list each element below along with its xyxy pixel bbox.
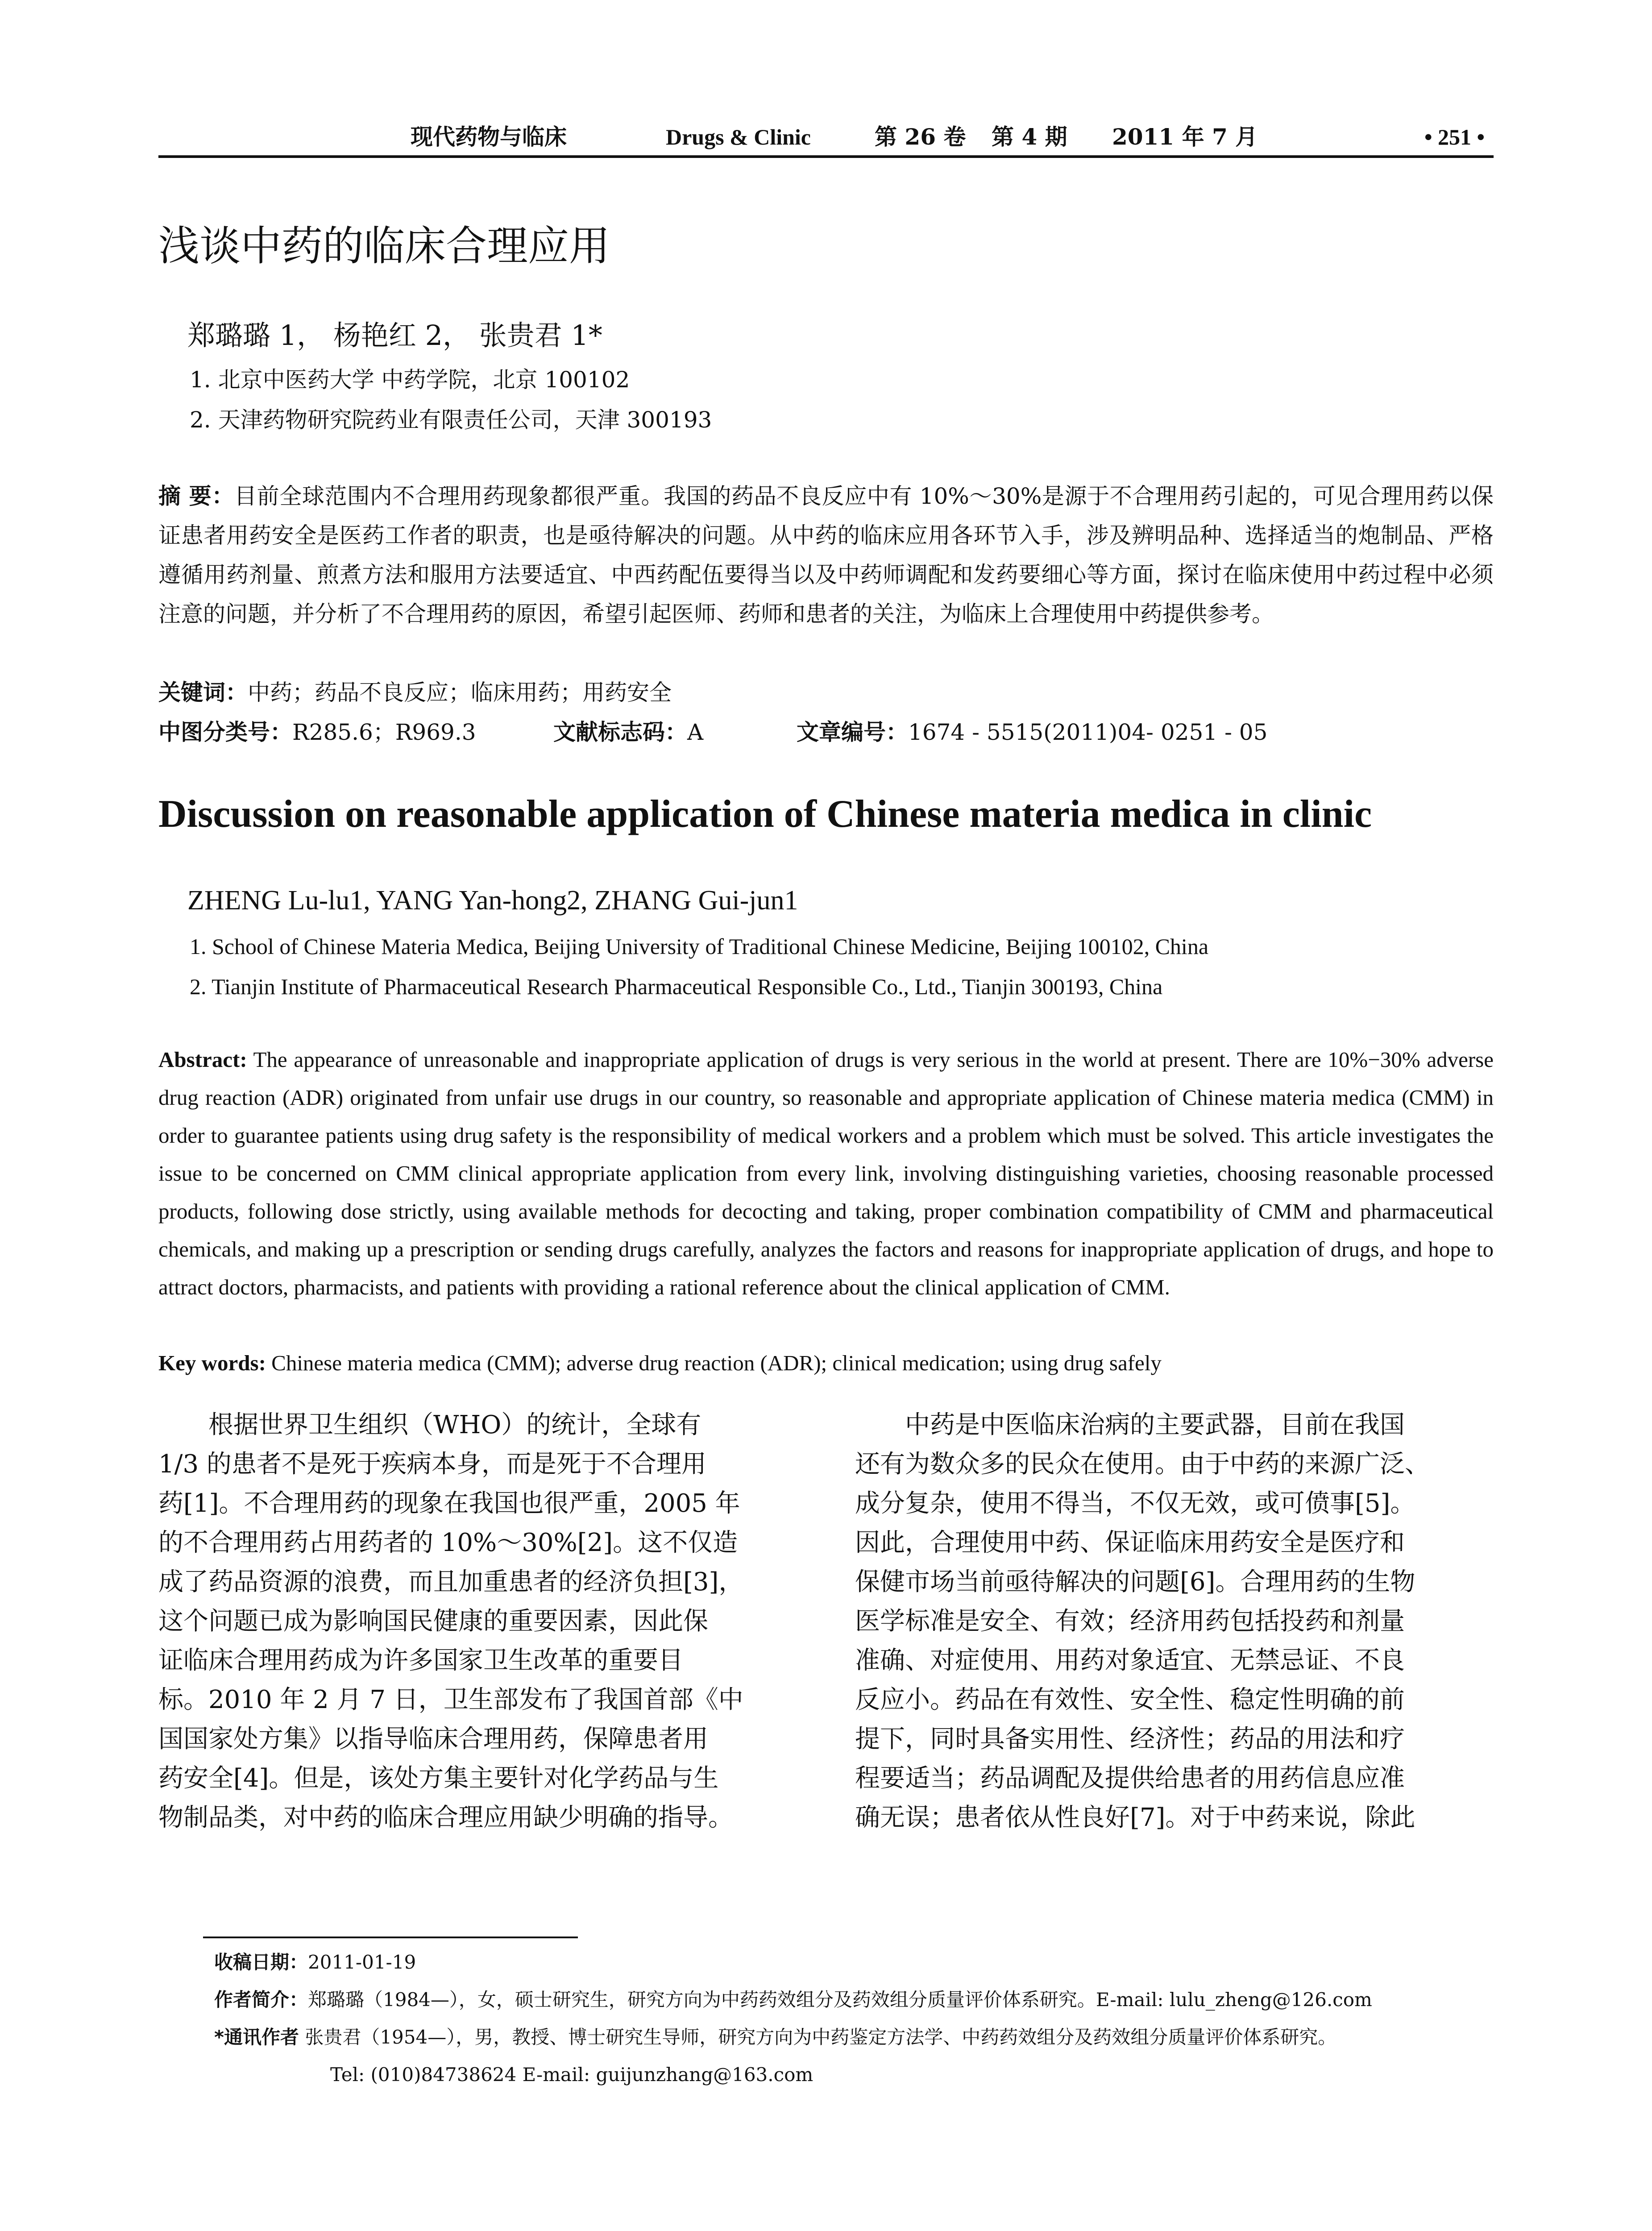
body-column-left [158, 1406, 804, 1837]
volume: 第 26 卷 [875, 124, 966, 150]
body-line: 证临床合理用药成为许多国家卫生改革的重要目 [158, 1646, 683, 1675]
footnote-rule [203, 1937, 578, 1938]
article-id-value: 1674 - 5515(2011)04- 0251 - 05 [908, 719, 1268, 745]
abstract-cn [158, 477, 1494, 634]
document-code [553, 713, 703, 752]
body-line: 根据世界卫生组织（WHO）的统计，全球有 [208, 1410, 701, 1439]
corr-label: *通讯作者 [214, 2026, 299, 2048]
abstract-en [158, 1041, 1494, 1306]
journal-name-cn: 现代药物与临床 [411, 124, 567, 150]
clc-value: R285.6；R969.3 [292, 719, 476, 745]
bio-label: 作者简介： [214, 1989, 308, 2011]
footnote-received [214, 1949, 416, 1976]
clc-label: 中图分类号： [158, 719, 292, 745]
affiliation-cn-1: 1. 北京中医药大学 中药学院，北京 100102 [190, 367, 630, 393]
body-line: 物制品类，对中药的临床合理应用缺少明确的指导。 [158, 1803, 733, 1832]
body-line: 保健市场当前亟待解决的问题[6]。合理用药的生物 [855, 1568, 1415, 1597]
header-rule [158, 155, 1494, 158]
body-line: 反应小。药品在有效性、安全性、稳定性明确的前 [855, 1685, 1405, 1714]
body-line: 中药是中医临床治病的主要武器，目前在我国 [905, 1410, 1405, 1439]
abstract-en-label: Abstract: [158, 1047, 247, 1072]
body-line: 成分复杂，使用不得当，不仅无效，或可偾事[5]。 [855, 1489, 1415, 1518]
keywords-en [158, 1344, 1494, 1382]
body-line: 这个问题已成为影响国民健康的重要因素，因此保 [158, 1607, 708, 1636]
body-line: 1/3 的患者不是死于疾病本身，而是死于不合理用 [158, 1450, 706, 1479]
keywords-cn [158, 673, 1494, 712]
body-line: 标。2010 年 2 月 7 日，卫生部发布了我国首部《中 [158, 1685, 743, 1714]
issue-date: 2011 年 7 月 [1112, 124, 1258, 150]
doc-label: 文献标志码： [553, 719, 687, 745]
body-line: 还有为数众多的民众在使用。由于中药的来源广泛、 [855, 1450, 1430, 1479]
article-id [797, 713, 1267, 752]
abstract-cn-label: 摘 要： [158, 483, 234, 509]
body-line: 成了药品资源的浪费，而且加重患者的经济负担[3]， [158, 1568, 744, 1597]
footnote-author-bio [214, 1986, 1372, 2013]
body-line: 准确、对症使用、用药对象适宜、无禁忌证、不良 [855, 1646, 1405, 1675]
abstract-en-text: The appearance of unreasonable and inappropriate application of drugs is very serious in the world at present. There are 10%−30% adverse drug reaction (ADR) originated from unfair use drugs in our country, so reasonable and appropriate application of Chinese materia medica (CMM) in order to guarantee patients using drug safety is the responsibility of medical workers and a problem which must be solved. This article investigates the issue to be concerned on CMM clinical appropriate application from every link, involving distinguishing varieties, choosing reasonable processed products, following dose strictly, using available methods for decocting and taking, proper combination compatibility of CMM and pharmaceutical chemicals, and making up a prescription or sending drugs carefully, analyzes the factors and reasons for inappropriate application of drugs, and hope to attract doctors, pharmacists, and patients with providing a rational reference about the clinical application of CMM. [158, 1047, 1494, 1299]
title-cn: 浅谈中药的临床合理应用 [158, 222, 610, 270]
body-line: 确无误；患者依从性良好[7]。对于中药来说，除此 [855, 1803, 1415, 1832]
corr-text: 张贵君（1954—），男，教授、博士研究生导师，研究方向为中药鉴定方法学、中药药效组分及药效组分质量评价体系研究。 [305, 2026, 1337, 2048]
keywords-en-label: Key words: [158, 1351, 266, 1375]
keywords-cn-text: 中药；药品不良反应；临床用药；用药安全 [248, 680, 672, 705]
keywords-cn-label: 关键词： [158, 680, 248, 705]
affiliation-cn-2: 2. 天津药物研究院药业有限责任公司，天津 300193 [190, 407, 712, 433]
authors-cn-text: 郑璐璐 1， 杨艳红 2， 张贵君 1* [187, 319, 602, 352]
keywords-en-text: Chinese materia medica (CMM); adverse drug reaction (ADR); clinical medication; using drug safely [271, 1351, 1162, 1375]
body-line: 因此，合理使用中药、保证临床用药安全是医疗和 [855, 1528, 1405, 1557]
body-line: 的不合理用药占用药者的 10%～30%[2]。这不仅造 [158, 1528, 738, 1557]
journal-name-en: Drugs & Clinic [666, 124, 811, 149]
body-line: 国国家处方集》以指导临床合理用药，保障患者用 [158, 1725, 708, 1754]
authors-cn [187, 318, 602, 353]
body-column-right [855, 1406, 1500, 1837]
body-line: 药安全[4]。但是，该处方集主要针对化学药品与生 [158, 1764, 719, 1793]
page-number: • 251 • [1424, 124, 1485, 149]
footnote-contact: Tel: (010)84738624 E-mail: guijunzhang@163.com [330, 2064, 814, 2086]
body-line: 程要适当；药品调配及提供给患者的用药信息应准 [855, 1764, 1405, 1793]
title-en: Discussion on reasonable application of Chinese materia medica in clinic [158, 792, 1372, 836]
bio-text: 郑璐璐（1984—），女，硕士研究生，研究方向为中药药效组分及药效组分质量评价体系研究。E-mail: lulu_zheng@126.com [308, 1989, 1372, 2011]
body-line: 药[1]。不合理用药的现象在我国也很严重，2005 年 [158, 1489, 740, 1518]
body-line: 提下，同时具备实用性、经济性；药品的用法和疗 [855, 1725, 1405, 1754]
affiliation-en-1: 1. School of Chinese Materia Medica, Beijing University of Traditional Chinese Medicine, Beijing 100102, China [190, 934, 1209, 959]
received-date: 2011-01-19 [308, 1951, 416, 1973]
affiliation-en-2: 2. Tianjin Institute of Pharmaceutical Research Pharmaceutical Responsible Co., Ltd., Tianjin 300193, China [190, 974, 1163, 999]
authors-en: ZHENG Lu-lu1, YANG Yan-hong2, ZHANG Gui-jun1 [187, 885, 798, 916]
received-label: 收稿日期： [214, 1951, 308, 1973]
body-line: 医学标准是安全、有效；经济用药包括投药和剂量 [855, 1607, 1405, 1636]
footnote-corresponding [214, 2024, 1337, 2051]
doc-value: A [687, 719, 704, 745]
issue: 第 4 期 [992, 124, 1067, 150]
article-id-label: 文章编号： [797, 719, 908, 745]
clc-number [158, 713, 476, 752]
abstract-cn-text: 目前全球范围内不合理用药现象都很严重。我国的药品不良反应中有 10%～30%是源于不合理用药引起的，可见合理用药以保证患者用药安全是医药工作者的职责，也是亟待解决的问题。从中药的临床应用各环节入手，涉及辨明品种、选择适当的炮制品、严格遵循用药剂量、煎煮方法和服用方法要适宜、中西药配伍要得当以及中药师调配和发药要细心等方面，探讨在临床使用中药过程中必须注意的问题，并分析了不合理用药的原因，希望引起医师、药师和患者的关注，为临床上合理使用中药提供参考。 [158, 483, 1494, 627]
